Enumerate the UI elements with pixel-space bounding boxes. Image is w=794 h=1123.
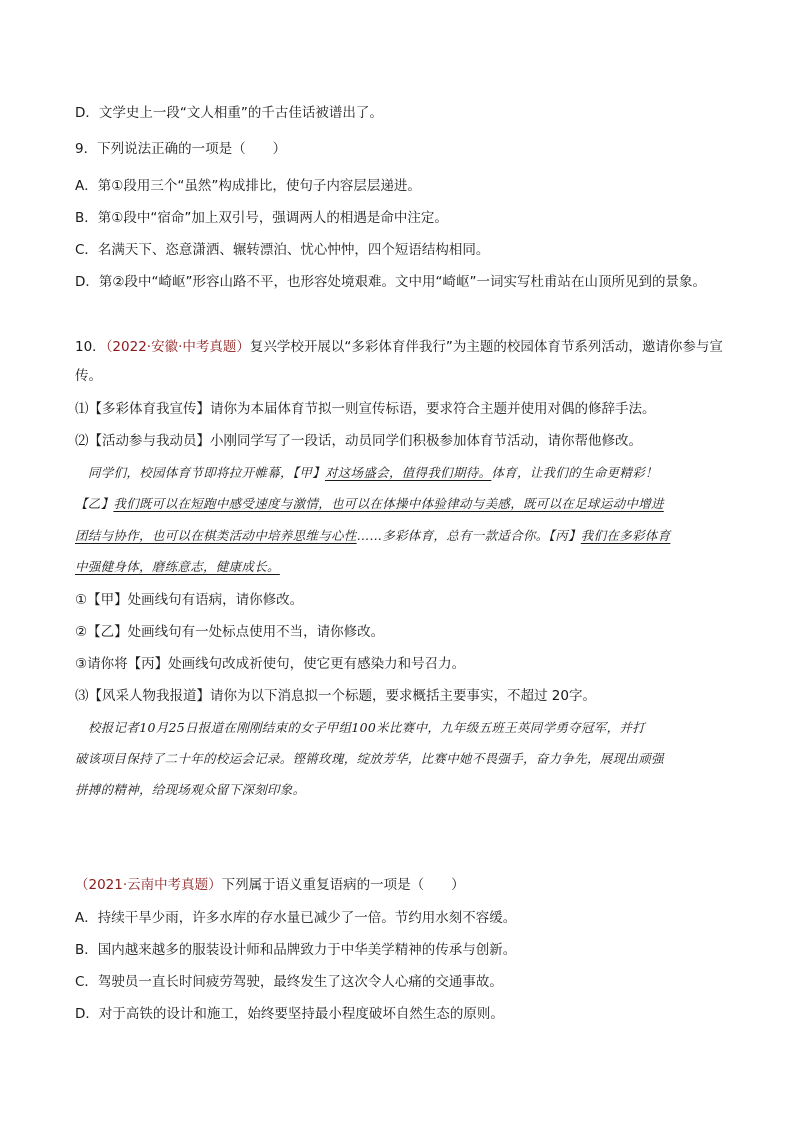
q10-part-3: ⑶【风采人物我报道】请你为以下消息拟一个标题，要求概括主要事实，不超过 20字。: [75, 688, 596, 704]
passage-line-3: [75, 526, 670, 546]
q10-sub-3: ③请你将【丙】处画线句改成祈使句，使它更有感染力和号召力。: [75, 656, 466, 672]
underlined-sentence-yi-cont: 团结与协作，也可以在棋类活动中培养思维与心性: [75, 528, 357, 543]
q11-option-b: B．国内越来越多的服装设计师和品牌致力于中华美学精神的传承与创新。: [75, 942, 517, 958]
q10-stem: [75, 337, 723, 357]
q10-number: 10．: [75, 339, 106, 355]
q10-stem-text: 复兴学校开展以“多彩体育伴我行”为主题的校园体育节系列活动，邀请你参与宣: [249, 339, 723, 355]
q9-option-b: B．第①段中“宿命”加上双引号，强调两人的相遇是命中注定。: [75, 210, 448, 226]
q9-option-a: A．第①段用三个“虽然”构成排比，使句子内容层层递进。: [75, 178, 421, 194]
q11-option-d: D．对于高铁的设计和施工，始终要坚持最小程度破坏自然生态的原则。: [75, 1006, 504, 1022]
news-line-1: 校报记者10月25日报道在刚刚结束的女子甲组100米比赛中，九年级五班王英同学勇夺冠军，并打: [88, 720, 645, 735]
q9-stem: 9．下列说法正确的一项是（ ）: [75, 141, 287, 157]
underlined-sentence-yi: 我们既可以在短跑中感受速度与激情，也可以在体操中体验律动与美感，既可以在足球运动中增进: [113, 496, 664, 511]
q10-source: （2022·安徽·中考真题）: [105, 339, 250, 355]
q11-source: （2021·云南中考真题）: [75, 877, 222, 893]
q11-option-c: C．驾驶员一直长时间疲劳驾驶，最终发生了这次令人心痛的交通事故。: [75, 974, 503, 990]
passage-text: ……多彩体育，总有一款适合你。【丙】: [356, 528, 581, 543]
q11-option-a: A．持续干旱少雨，许多水库的存水量已减少了一倍。节约用水刻不容缓。: [75, 910, 517, 926]
news-line-2: 破该项目保持了二十年的校运会记录。铿锵玫瑰，绽放芳华，比赛中她不畏强手，奋力争先，展现出顽强: [75, 751, 664, 766]
q10-sub-1: ①【甲】处画线句有语病，请你修改。: [75, 592, 304, 608]
q10-sub-2: ②【乙】处画线句有一处标点使用不当，请你修改。: [75, 624, 385, 640]
underlined-sentence-bing: 我们在多彩体育: [580, 528, 671, 543]
q11-stem: [75, 875, 465, 895]
passage-text: 【乙】: [75, 496, 114, 511]
underlined-sentence-jia: 对这场盛会，值得我们期待。: [324, 465, 492, 480]
underlined-sentence-bing-cont: 中强健身体，磨练意志，健康成长。: [75, 559, 280, 574]
q9-option-c: C．名满天下、恣意潇洒、辗转漂泊、忧心忡忡，四个短语结构相同。: [75, 242, 490, 258]
q8-option-d: D．文学史上一段“文人相重”的千古佳话被谱出了。: [75, 105, 383, 121]
q11-stem-text: 下列属于语义重复语病的一项是（ ）: [221, 877, 465, 893]
passage-text: 同学们，校园体育节即将拉开帷幕，【甲】: [88, 465, 325, 480]
q10-part-1: ⑴【多彩体育我宣传】请你为本届体育节拟一则宣传标语，要求符合主题并使用对偶的修辞手法。: [75, 401, 656, 417]
q10-stem-cont: 传。: [75, 368, 102, 384]
passage-line-2: [75, 494, 664, 514]
passage-line-1: [88, 463, 658, 483]
passage-text: 体育，让我们的生命更精彩！: [491, 465, 658, 480]
q10-part-2: ⑵【活动参与我动员】小刚同学写了一段话，动员同学们积极参加体育节活动，请你帮他修改。: [75, 433, 642, 449]
passage-line-4: [75, 557, 280, 577]
q9-option-d: D．第②段中“崎岖”形容山路不平，也形容处境艰难。文中用“崎岖”一词实写杜甫站在山顶所见到的景象。: [75, 274, 706, 290]
news-line-3: 拼搏的精神，给现场观众留下深刻印象。: [75, 782, 306, 797]
